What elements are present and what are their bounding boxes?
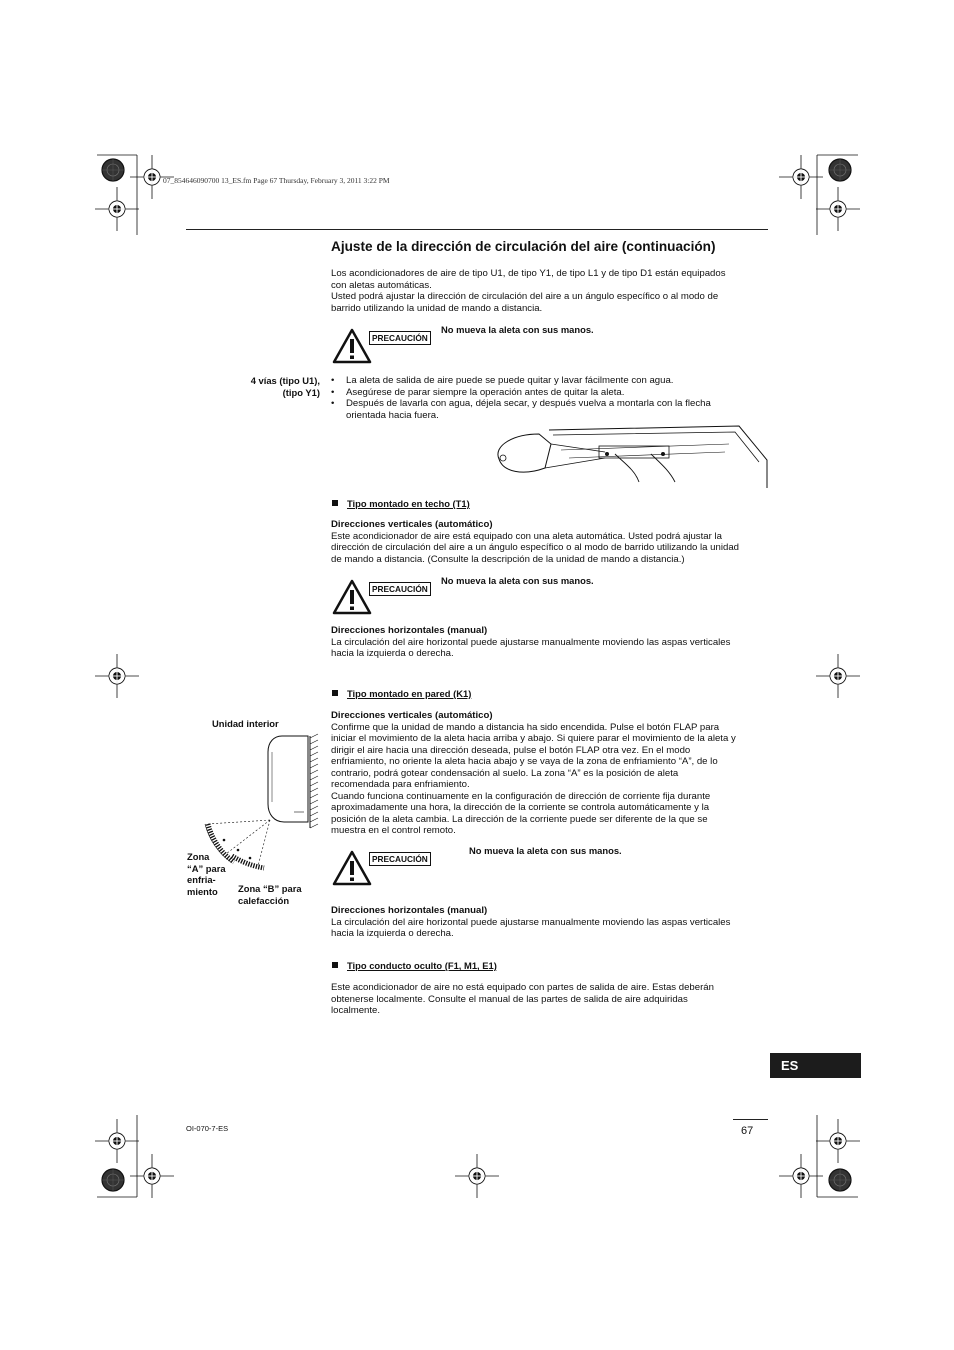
text-line: Este acondicionador de aire no está equipado con partes de salida de aire. Estas deberán [331,982,714,993]
text-line: La circulación del aire horizontal puede ajustarse manualmente moviendo las aspas verticales [331,636,731,648]
page-title: Ajuste de la dirección de circulación del aire (continuación) [331,239,716,254]
section-heading-text: Tipo montado en techo (T1) [347,498,470,509]
wall-horizontal-block [331,905,730,940]
four-way-side-label [200,375,320,398]
warning-triangle-icon [332,579,372,615]
doc-code: OI-070-7-ES [186,1124,229,1133]
footer-rule [733,1119,768,1120]
text-line: de mando a distancia. (Consulte la descripción de la unidad de mando a distancia.) [331,553,685,565]
text-line: enfriamiento, no oriente la aleta hacia abajo y se vaya de la zona de enfriamiento “A”, de lo [331,756,718,767]
text-line: enfria- [187,874,216,885]
warning-triangle-icon [332,850,372,886]
text-line: Este acondicionador de aire está equipado con una aleta automática. Usted podrá ajustar la [331,530,722,542]
text-line: barrido utilizando la unidad de mando a distancia. [331,302,543,314]
text-line: 4 vías (tipo U1), [250,375,320,386]
top-rule [186,229,768,230]
text-line: (tipo Y1) [282,386,320,398]
text-line: Cuando funciona continuamente en la configuración de dirección de corriente fija durante [331,790,711,802]
text-line: posición de la aleta cambia. La dirección de la corriente puede ser diferente de la que se [331,813,708,825]
text-line: obtenerse localmente. Consulte el manual de las partes de salida de aire adquiridas [331,993,688,1005]
page-number: 67 [741,1125,754,1137]
text-line: muestra en el control remoto. [331,825,456,836]
text-line: Zona “B” para [238,883,302,894]
text-line: calefacción [238,894,290,906]
text-line: contrario, podrá gotear condensación al suelo. La zona “A” es la posición de aleta [331,767,679,779]
zone-a-label [187,851,226,897]
warning-triangle-icon [332,328,372,364]
caution-label: PRECAUCIÓN [369,331,431,345]
text-line: dirección de circulación del aire a un ángulo específico o al modo de barrido utilizando la unidad [331,542,739,553]
section-heading-text: Tipo conducto oculto (F1, M1, E1) [347,960,497,971]
text-line: La circulación del aire horizontal puede ajustarse manualmente moviendo las aspas verticales [331,916,731,928]
subheading: Direcciones verticales (automático) [331,710,493,721]
file-info-header: 07_854646090700 13_ES.fm Page 67 Thursday, February 3, 2011 3:22 PM [163,176,390,185]
caution-text: No mueva la aleta con sus manos. [469,845,622,856]
flap-removal-illustration [489,424,769,489]
zone-b-label [238,883,302,906]
section-heading-wall [332,688,471,699]
text-line: miento [187,885,218,897]
language-tab [770,1053,861,1078]
subheading: Direcciones horizontales (manual) [331,625,488,636]
caution-text: No mueva la aleta con sus manos. [441,324,594,335]
ceiling-vertical-block [331,519,739,565]
section-heading-duct [332,960,497,971]
language-tab-label: ES [781,1058,799,1073]
caution-label: PRECAUCIÓN [369,582,431,596]
text-line: dirigir el aire hacia una dirección deseada, pulse el botón FLAP otra vez. En el modo [331,744,691,756]
text-line: iniciar el movimiento de la aleta hacia arriba y abajo. Si quiere parar el movimiento de la aleta y [331,733,736,744]
text-line: “A” para [187,862,226,874]
text-line: Zona [187,851,210,862]
caution-label: PRECAUCIÓN [369,852,431,866]
text-line: Usted podrá ajustar la dirección de circulación del aire a un ángulo específico o al modo de [331,291,719,302]
text-line: hacia la izquierda o derecha. [331,928,454,939]
subheading: Direcciones verticales (automático) [331,519,493,530]
text-line: hacia la izquierda o derecha. [331,648,454,659]
list-item: • Asegúrese de parar siempre la operación antes de quitar la aleta. [331,387,711,399]
subheading: Direcciones horizontales (manual) [331,905,488,916]
ceiling-horizontal-block [331,625,730,660]
text-line: Los acondicionadores de aire de tipo U1, de tipo Y1, de tipo L1 y de tipo D1 están equipados [331,268,726,279]
intro-paragraph [331,268,726,314]
duct-paragraph [331,982,714,1017]
section-heading-text: Tipo montado en pared (K1) [347,688,472,699]
wall-vertical-block [331,710,736,837]
list-item-continuation: orientada hacia fuera. [346,409,439,421]
indoor-unit-label: Unidad interior [212,718,279,729]
list-item: • La aleta de salida de aire puede se puede quitar y lavar fácilmente con agua. [331,375,711,387]
list-item: • Después de lavarla con agua, déjela secar, y después vuelva a montarla con la flecha [331,398,711,410]
four-way-bullets [331,375,711,421]
text-line: recomendada para enfriamiento. [331,779,470,790]
section-heading-ceiling [332,498,470,509]
text-line: Confirme que la unidad de mando a distancia ha sido encendida. Pulse el botón FLAP para [331,721,720,733]
text-line: con aletas automáticas. [331,279,432,291]
text-line: localmente. [331,1005,381,1016]
caution-text: No mueva la aleta con sus manos. [441,575,594,586]
text-line: aproximadamente una hora, la dirección de la corriente se controla automáticamente y la [331,802,710,813]
